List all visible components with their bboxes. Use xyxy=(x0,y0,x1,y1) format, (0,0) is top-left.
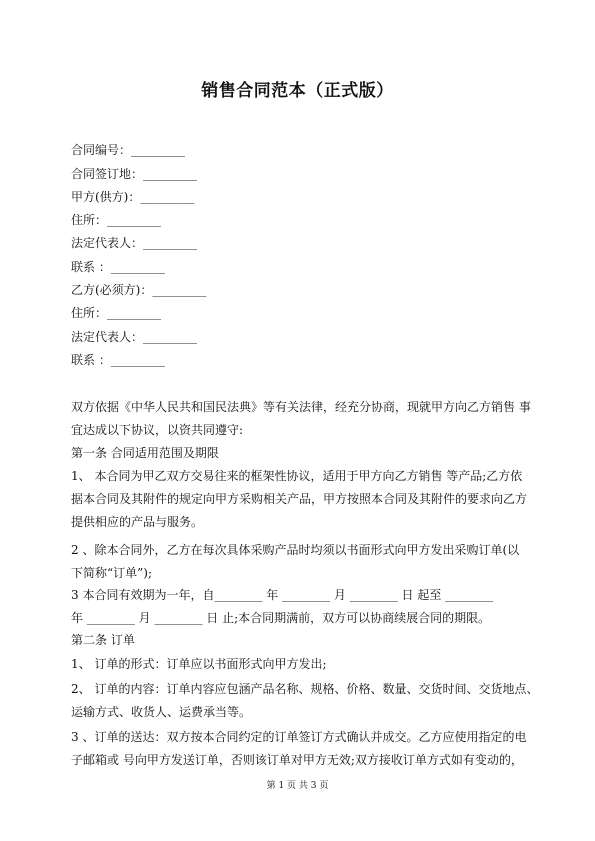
body-line: 下简称“订单”); xyxy=(71,566,152,580)
body-line: 2、 订单的内容：订单内容应包涵产品名称、规格、价格、数量、交货时间、交货地点、 xyxy=(71,682,539,696)
party-a-address-field: 住所：_________ xyxy=(71,213,162,227)
section-heading: 第二条 订单 xyxy=(71,633,135,647)
page-number-footer: 第 1 页 共 3 页 xyxy=(266,781,329,791)
party-b-representative-field: 法定代表人：_________ xyxy=(71,330,198,344)
party-a-representative-field: 法定代表人：_________ xyxy=(71,236,198,250)
document-title: 销售合同范本（正式版） xyxy=(201,81,394,101)
body-line: 子邮箱或 号向甲方发送订单，否则该订单对甲方无效;双方接收订单方式如有变动的， xyxy=(71,753,523,767)
section-heading: 第一条 合同适用范围及期限 xyxy=(71,446,219,460)
party-b-field: 乙方(必须方)：_________ xyxy=(71,283,207,297)
party-a-field: 甲方(供方)：_________ xyxy=(71,190,195,204)
body-line: 年 ________ 月 ________ 日 止;本合同期满前，双方可以协商续展合同的期限。 xyxy=(71,611,491,625)
party-b-address-field: 住所：_________ xyxy=(71,306,162,320)
body-line: 提供相应的产品与服务。 xyxy=(71,515,204,529)
body-line: 1、 订单的形式：订单应以书面形式向甲方发出; xyxy=(71,657,327,671)
body-line: 宜达成以下协议，以资共同遵守: xyxy=(71,423,244,437)
body-line: 运输方式、收货人、运费承当等。 xyxy=(71,705,252,719)
signing-place-field: 合同签订地：_________ xyxy=(71,167,198,181)
party-b-contact-field: 联系 ：_________ xyxy=(71,353,165,367)
body-line: 1、 本合同为甲乙双方交易往来的框架性协议，适用于甲方向乙方销售 等产品;乙方依 xyxy=(71,469,523,483)
body-line: 3 、订单的送达：双方按本合同约定的订单签订方式确认并成交。乙方应使用指定的电 xyxy=(71,730,527,744)
party-a-contact-field: 联系 ：_________ xyxy=(71,260,165,274)
body-line: 双方依据《中华人民共和国民法典》等有关法律，经充分协商，现就甲方向乙方销售 事 xyxy=(71,400,531,414)
contract-number-field: 合同编号：_________ xyxy=(71,143,186,157)
body-line: 据本合同及其附件的规定向甲方采购相关产品，甲方按照本合同及其附件的要求向乙方 xyxy=(71,492,528,506)
body-line: 2 、除本合同外，乙方在每次具体采购产品时均须以书面形式向甲方发出采购订单(以 xyxy=(71,543,520,557)
body-line: 3 本合同有效期为一年，自________ 年 ________ 月 ________ 日 起至 ________ xyxy=(71,588,494,602)
